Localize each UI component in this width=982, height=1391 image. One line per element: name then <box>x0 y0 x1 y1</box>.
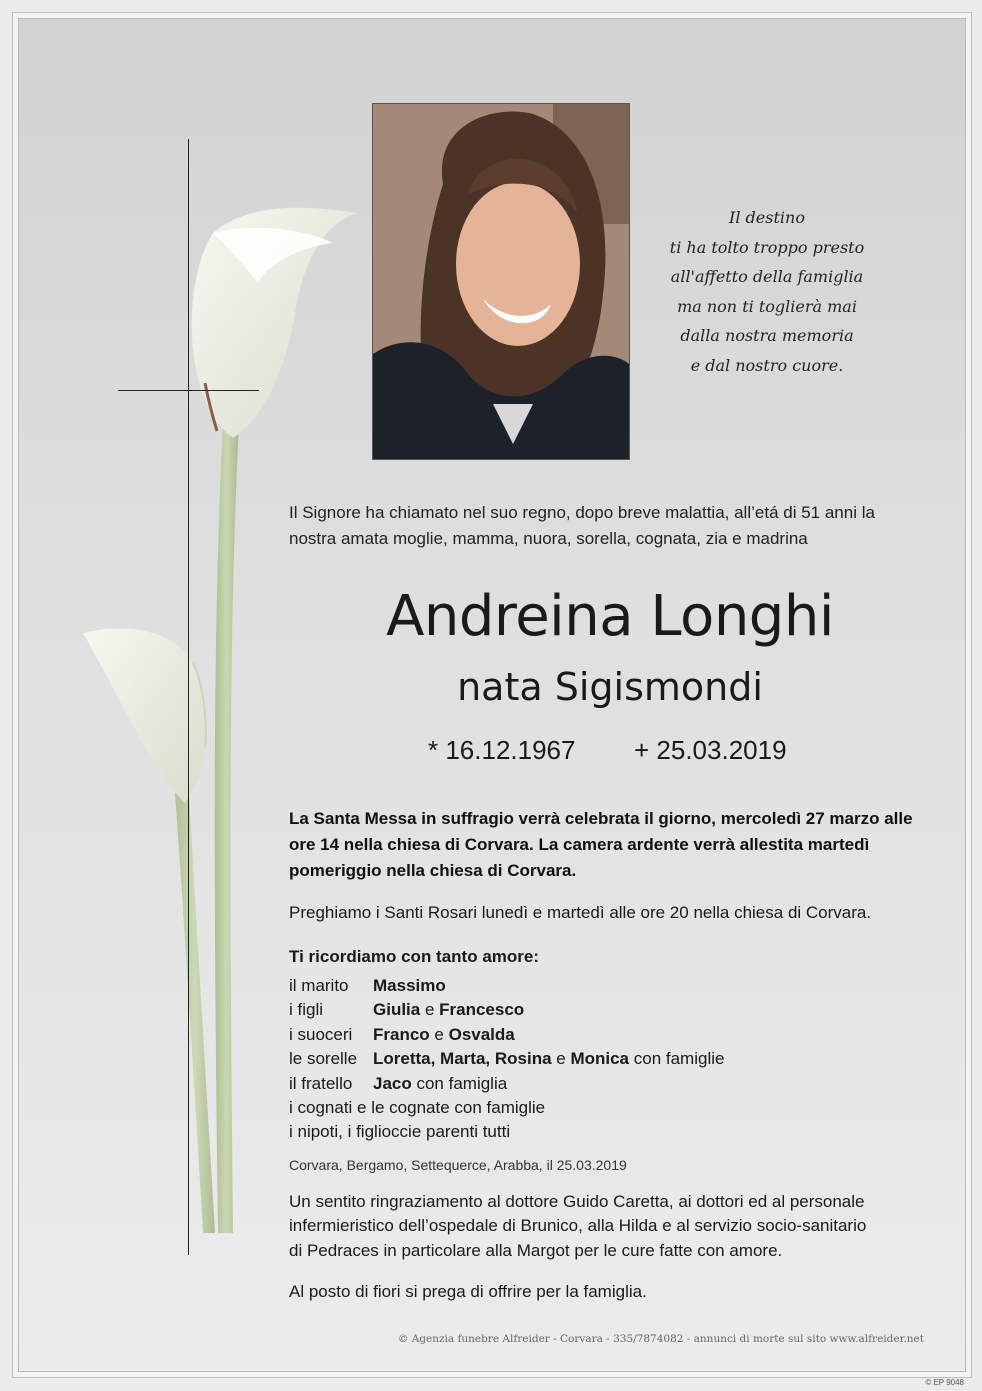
thanks-line: Un sentito ringraziamento al dottore Guido Caretta, ai dottori ed al personale <box>289 1192 865 1211</box>
relative-name: Franco <box>373 1024 430 1044</box>
relative-name: Giulia <box>373 1000 421 1020</box>
thanks-text <box>289 1190 929 1263</box>
mass-line: pomeriggio nella chiesa di Corvara. <box>289 861 577 880</box>
family-row-cognati: i cognati e le cognate con famiglie <box>289 1097 546 1117</box>
mass-announcement <box>289 806 927 884</box>
relative-names: Loretta, Marta, Rosina <box>373 1049 552 1069</box>
poem-line: all'affetto della famiglia <box>670 267 864 287</box>
portrait-photo <box>372 103 630 460</box>
relation-label: il fratello <box>289 1073 353 1093</box>
conjunction: e <box>429 1024 449 1044</box>
family-row-nipoti: i nipoti, i figlioccie parenti tutti <box>289 1122 511 1142</box>
poem-line: ma non ti toglierà mai <box>677 296 857 316</box>
intro-line: Il Signore ha chiamato nel suo regno, dopo breve malattia, all’etá di 51 anni la <box>289 503 875 522</box>
relative-name: Massimo <box>373 976 446 995</box>
relation-label: le sorelle <box>289 1049 358 1069</box>
flowers-note: Al posto di fiori si prega di offrire per la famiglia. <box>289 1282 647 1301</box>
maiden-name: nata Sigismondi <box>457 665 763 709</box>
family-list <box>289 974 724 1145</box>
cross-horizontal-line <box>118 390 259 391</box>
birth-date: * 16.12.1967 <box>428 735 576 765</box>
poem-line: Il destino <box>729 208 805 227</box>
poem-line: e dal nostro cuore. <box>690 355 844 375</box>
family-row-sisters <box>289 1047 724 1071</box>
remember-heading: Ti ricordiamo con tanto amore: <box>289 947 540 966</box>
intro-line: nostra amata moglie, mamma, nuora, sorella, cognata, zia e madrina <box>289 529 808 548</box>
family-row-children <box>289 998 724 1022</box>
relative-name: Jaco <box>373 1073 412 1093</box>
death-date: + 25.03.2019 <box>634 735 787 765</box>
relation-label: i suoceri <box>289 1024 353 1044</box>
mass-line: La Santa Messa in suffragio verrà celebrata il giorno, mercoledì 27 marzo alle <box>289 809 913 828</box>
relative-name: Francesco <box>439 1000 525 1020</box>
poem-line: ti ha tolto troppo presto <box>669 237 865 257</box>
thanks-line: di Pedraces in particolare alla Margot per le cure fatte con amore. <box>289 1240 783 1260</box>
thanks-line: infermieristico dell’ospedale di Brunico, alla Hilda e al servizio socio-sanitario <box>289 1216 867 1236</box>
place-and-date: Corvara, Bergamo, Settequerce, Arabba, il 25.03.2019 <box>289 1157 627 1173</box>
intro-text <box>289 500 929 552</box>
relation-suffix: con famiglie <box>629 1049 725 1069</box>
agency-footer: © Agenzia funebre Alfreider - Corvara - 335/7874082 - annunci di morte sul sito www.alfreider.net <box>397 1333 924 1345</box>
family-row-brother <box>289 1072 724 1096</box>
poem-line: dalla nostra memoria <box>680 326 854 346</box>
relative-name: Osvalda <box>448 1024 515 1044</box>
relation-label: il marito <box>289 976 349 995</box>
document-code: © EP 9048 <box>925 1378 964 1387</box>
memorial-poem <box>658 203 876 381</box>
relative-name: Monica <box>570 1049 630 1069</box>
cross-vertical-line <box>188 139 189 1255</box>
rosary-announcement: Preghiamo i Santi Rosari lunedì e martedì alle ore 20 nella chiesa di Corvara. <box>289 903 872 922</box>
portrait-illustration <box>373 104 629 459</box>
family-row-husband <box>289 974 724 998</box>
family-row-inlaws <box>289 1023 724 1047</box>
deceased-name: Andreina Longhi <box>386 584 834 649</box>
conjunction: e <box>551 1049 571 1069</box>
relation-suffix: con famiglia <box>411 1073 508 1093</box>
relation-label: i figli <box>289 1000 324 1020</box>
conjunction: e <box>420 1000 440 1020</box>
mass-line: ore 14 nella chiesa di Corvara. La camera ardente verrà allestita martedì <box>289 835 870 854</box>
